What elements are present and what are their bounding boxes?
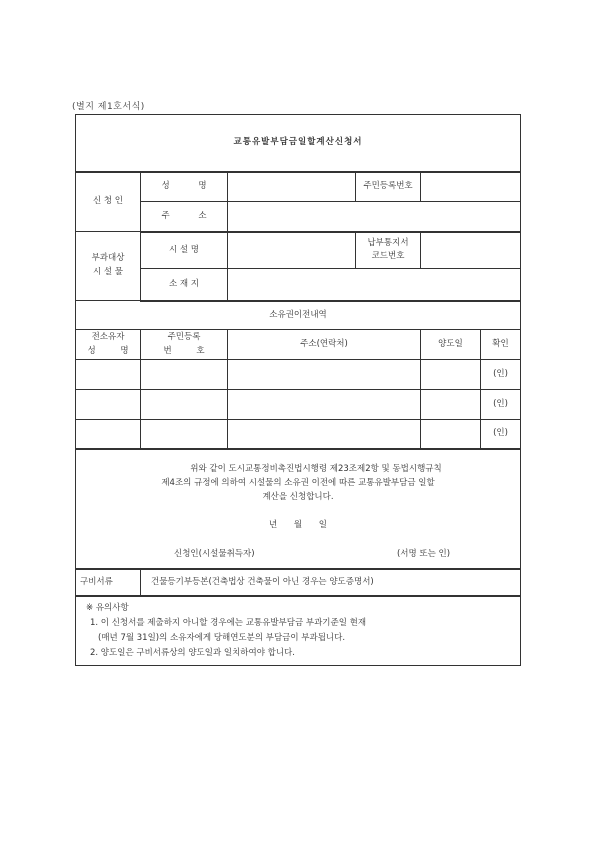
facility-location-label: 소 재 지: [141, 269, 228, 301]
applicant-name-row: [76, 172, 521, 202]
transfer-owner-field[interactable]: [76, 390, 141, 420]
col-previous-owner-line1: 전소유자: [91, 331, 125, 342]
applicant-address-label: 주 소: [141, 202, 228, 232]
col-confirm: 확인: [481, 330, 521, 360]
transfer-resident-field[interactable]: [141, 390, 228, 420]
statement-row: [76, 449, 521, 570]
signature-line: [86, 548, 510, 561]
notice-code-field[interactable]: [421, 232, 521, 269]
transfer-address-field[interactable]: [228, 360, 421, 390]
applicant-name-label: 성 명: [141, 172, 228, 202]
title-row: [76, 115, 521, 172]
applicant-group-label: 신 청 인: [76, 172, 141, 232]
documents-label: 구비서류: [76, 569, 141, 596]
transfer-owner-field[interactable]: [76, 420, 141, 449]
facility-group-label-line1: 부과대상: [91, 253, 125, 264]
transfer-row: [76, 390, 521, 420]
transfer-seal: (인): [481, 390, 521, 420]
documents-value: 건물등기부등본(건축법상 건축물이 아닌 경우는 양도증명서): [141, 569, 521, 596]
form-number-label: (별지 제1호서식): [72, 102, 145, 112]
transfer-header-row: [76, 330, 521, 360]
applicant-name-field[interactable]: [228, 172, 356, 202]
transfer-address-field[interactable]: [228, 390, 421, 420]
note-item-2: 2. 양도일은 구비서류상의 양도일과 일치하여야 합니다.: [90, 647, 295, 658]
statement-paragraph-line2: 제4조의 규정에 의하여 시설물의 소유권 이전에 따른 교통유발부담금 일할: [161, 477, 435, 488]
facility-group-label-line2: 시 설 물: [92, 267, 124, 277]
notes-heading: ※ 유의사항: [86, 603, 129, 614]
col-address: 주소(연락처): [228, 330, 421, 360]
transfer-seal: (인): [481, 420, 521, 449]
applicant-address-row: [76, 202, 521, 232]
transfer-date-field[interactable]: [421, 360, 481, 390]
col-previous-owner: [76, 330, 141, 360]
facility-name-label: 시 설 명: [141, 232, 228, 269]
transfer-section-row: [76, 301, 521, 330]
col-resident-number-line2: 번 호: [163, 345, 205, 356]
resident-number-label: 주민등록번호: [356, 172, 421, 202]
facility-name-row: [76, 232, 521, 269]
transfer-date-field[interactable]: [421, 420, 481, 449]
resident-number-field[interactable]: [421, 172, 521, 202]
notice-code-label-line2: 코드번호: [371, 251, 405, 262]
application-form: [75, 114, 521, 666]
col-resident-number-line1: 주민등록: [167, 331, 201, 342]
facility-group-label: [76, 232, 141, 301]
transfer-owner-field[interactable]: [76, 360, 141, 390]
signature-hint: (서명 또는 인): [396, 548, 451, 559]
transfer-address-field[interactable]: [228, 420, 421, 449]
date-line: 년 월 일: [268, 519, 328, 530]
applicant-address-field[interactable]: [228, 202, 521, 232]
facility-name-field[interactable]: [228, 232, 356, 269]
transfer-row: [76, 420, 521, 449]
transfer-resident-field[interactable]: [141, 420, 228, 449]
col-resident-number: [141, 330, 228, 360]
note-item-1-line2: (매년 7월 31일)의 소유자에게 당해연도분의 부담금이 부과됩니다.: [98, 633, 346, 644]
facility-location-row: [76, 269, 521, 301]
statement-block: [76, 449, 521, 570]
notice-code-label: [356, 232, 421, 269]
notes-block: [76, 596, 521, 665]
transfer-row: [76, 360, 521, 390]
transfer-seal: (인): [481, 360, 521, 390]
transfer-section-title: 소유권이전내역: [76, 301, 521, 330]
notice-code-label-line1: 납부통지서: [367, 237, 409, 248]
col-transfer-date: 양도일: [421, 330, 481, 360]
facility-location-field[interactable]: [228, 269, 521, 301]
col-previous-owner-line2: 성 명: [87, 345, 129, 356]
documents-row: [76, 569, 521, 596]
applicant-signature-label: 신청인(시설물취득자): [174, 548, 255, 559]
transfer-resident-field[interactable]: [141, 360, 228, 390]
statement-paragraph-line3: 계산을 신청합니다.: [262, 492, 334, 503]
transfer-date-field[interactable]: [421, 390, 481, 420]
note-item-1-line1: 1. 이 신청서를 제출하지 아니할 경우에는 교통유발부담금 부과기준일 현재: [90, 618, 367, 629]
statement-paragraph-line1: 위와 같이 도시교통정비촉진법시행령 제23조제2항 및 동법시행규칙: [190, 463, 442, 474]
form-title: 교통유발부담금일할계산신청서: [76, 115, 521, 172]
notes-row: [76, 596, 521, 665]
